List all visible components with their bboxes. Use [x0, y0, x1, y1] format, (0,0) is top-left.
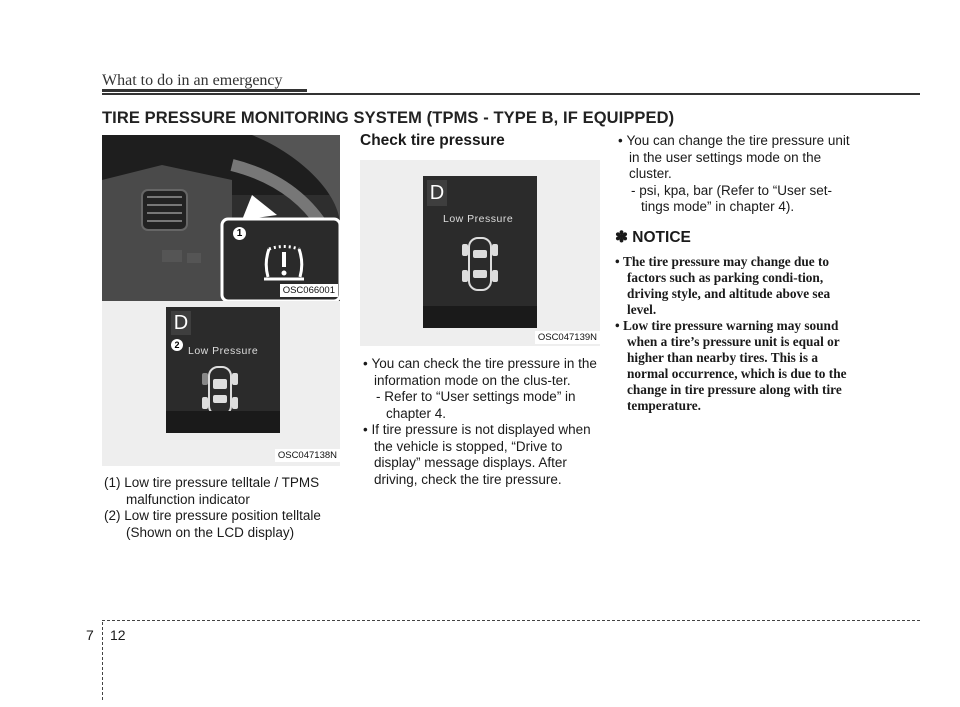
notice-item-2-text: Low tire pressure warning may sound when a tire’s pressure unit is equal or higher than nearby tires. This is a normal occurrence, which is due to the change in tire pressure along with tire temperature. [622, 318, 847, 413]
low-pressure-message-middle: Low Pressure [443, 213, 514, 225]
right-bullet-1: • You can change the tire pressure unit in the user settings mode on the cluster. [618, 133, 850, 181]
right-bullet-1-text: You can change the tire pressure unit in the user settings mode on the cluster. [626, 133, 850, 181]
footer-vertical-rule [102, 622, 103, 700]
lcd-figure-middle [360, 160, 600, 346]
section-header: What to do in an emergency [102, 72, 283, 89]
right-sub-1: - psi, kpa, bar (Refer to “User set-tings mode” in chapter 4). [631, 182, 833, 214]
callout-2-badge: 2 [171, 339, 183, 351]
low-pressure-message: Low Pressure [188, 345, 259, 357]
item-2-text: Low tire pressure position telltale (Shown on the LCD display) [124, 508, 321, 540]
notice-title: ✽ NOTICE [615, 228, 691, 246]
page-number: 12 [110, 627, 126, 643]
footer-rule [102, 620, 920, 621]
header-underline [102, 89, 307, 92]
middle-column [360, 133, 600, 158]
lcd-bottom-bar [166, 411, 280, 433]
middle-bullet-2-text: If tire pressure is not displayed when the vehicle is stopped, “Drive to display” message displays. After driving, check the tire pressure. [371, 422, 591, 487]
page-title: TIRE PRESSURE MONITORING SYSTEM (TPMS - TYPE B, IF EQUIPPED) [102, 109, 675, 127]
figure-code-2: OSC047138N [275, 449, 340, 462]
notice-item-2: • Low tire pressure warning may sound when a tire’s pressure unit is equal or higher than nearby tires. This is a normal occurrence, which is due to the change in tire pressure along with tire temperature. [615, 318, 847, 413]
figure-code-1: OSC066001 [280, 284, 338, 297]
list-item-1 [104, 475, 344, 508]
notice-item-1-text: The tire pressure may change due to factors such as parking condi-tion, driving style, and altitude above sea level. [622, 254, 831, 317]
list-item-2 [104, 508, 344, 541]
right-column [615, 133, 855, 414]
item-1-number: (1) [104, 475, 121, 490]
lcd-bottom-bar-middle [423, 306, 537, 328]
tpms-warning-icon [260, 243, 308, 288]
lcd-figure-left [102, 301, 340, 466]
lcd-display [166, 307, 280, 433]
lcd-display-middle [423, 176, 537, 328]
dashboard-photo [102, 135, 340, 301]
item-1-text: Low tire pressure telltale / TPMS malfunction indicator [124, 475, 320, 507]
header-rule [102, 93, 920, 95]
middle-text [360, 356, 600, 488]
callout-1-badge: 1 [233, 227, 246, 240]
item-2-number: (2) [104, 508, 121, 523]
figure-code-3: OSC047139N [535, 331, 600, 344]
middle-sub-1: - Refer to “User settings mode” in chapter 4. [376, 389, 576, 421]
middle-bullet-1: • You can check the tire pressure in the information mode on the clus-ter. [363, 356, 597, 388]
middle-bullet-1-text: You can check the tire pressure in the information mode on the clus-ter. [371, 356, 597, 388]
check-tire-pressure-heading: Check tire pressure [360, 132, 505, 149]
car-tire-icon-middle [460, 236, 500, 297]
left-column [104, 475, 344, 541]
notice-item-1: • The tire pressure may change due to factors such as parking condi-tion, driving style, and altitude above sea level. [615, 254, 831, 317]
gear-indicator: D [171, 311, 191, 335]
gear-indicator-middle: D [427, 180, 447, 206]
chapter-number: 7 [86, 627, 94, 643]
middle-bullet-2: • If tire pressure is not displayed when the vehicle is stopped, “Drive to display” message displays. After driving, check the tire pressure. [363, 422, 591, 487]
